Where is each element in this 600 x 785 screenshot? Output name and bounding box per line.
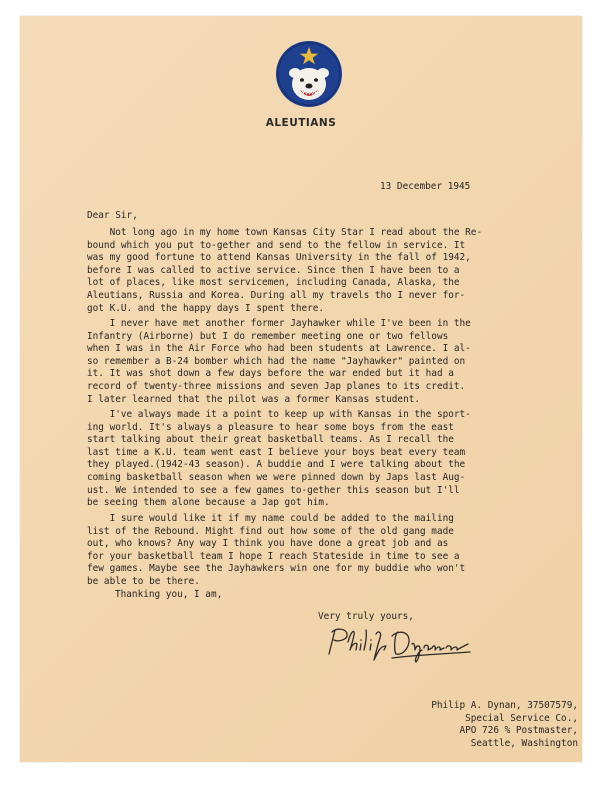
handwritten-signature [320,622,480,666]
thanks-line: Thanking you, I am, [115,589,223,600]
sender-address [378,700,578,750]
letterhead-title: ALEUTIANS [265,117,337,129]
sender-city: Seattle, Washington [470,737,578,749]
closing-line: Very truly yours, [318,611,414,622]
body-paragraph: I've always made it a point to keep up with Kansas in the sport- ing world. It's always a pleasure to hear some boys from the east start talking about their great basketball teams. As I recall the last time a K.U. team went east I believe your boys beat every team they played.(1942-43 season). A buddie and I were talking about the coming basketball season when we were pinned down by Japs last Aug- ust. We intended to see a few games to-gether this season but I'll be seeing them alone because a Jap got him. [87,409,471,509]
body-paragraph: Not long ago in my home town Kansas City Star I read about the Re- bound which you put to-gether and send to the fellow in service. It was my good fortune to attend Kansas University in the fall of 1942, before I was called to active service. Since then I have been to a lot of places, like most servicemen, including Canada, Alaska, the Aleutians, Russia and Korea. During all my travels tho I never for- got K.U. and the happy days I spent there. [87,227,483,314]
letter-date: 13 December 1945 [380,181,471,192]
body-paragraph: I sure would like it if my name could be added to the mailing list of the Rebound. Might find out how some of the old gang made out, who knows? Any way I think you have done a great job and as for your basketball team I hope I reach Stateside in time to see a few games. Maybe see the Jayhawkers win one for my buddie who won't be able to be there. [87,513,466,587]
sender-apo: APO 726 % Postmaster, [459,725,578,737]
sender-unit: Special Service Co., [465,712,578,724]
letter-paper [20,16,582,762]
salutation: Dear Sir, [87,210,138,221]
body-paragraph: I never have met another former Jayhawker while I've been in the Infantry (Airborne) but I do remember meeting one or two fellows when I was in the Air Force who had been students at Lawrence. I al- so remember a B-24 bomber which had the name "Jayhawker" painted on it. It was shot down a few days before the war ended but it had a record of twenty-three missions and seven Jap planes to its credit. I later learned that the pilot was a former Kansas student. [87,318,471,405]
polar-bear-emblem-icon [275,40,343,108]
sender-name: Philip A. Dynan, 37507579, [431,700,578,711]
